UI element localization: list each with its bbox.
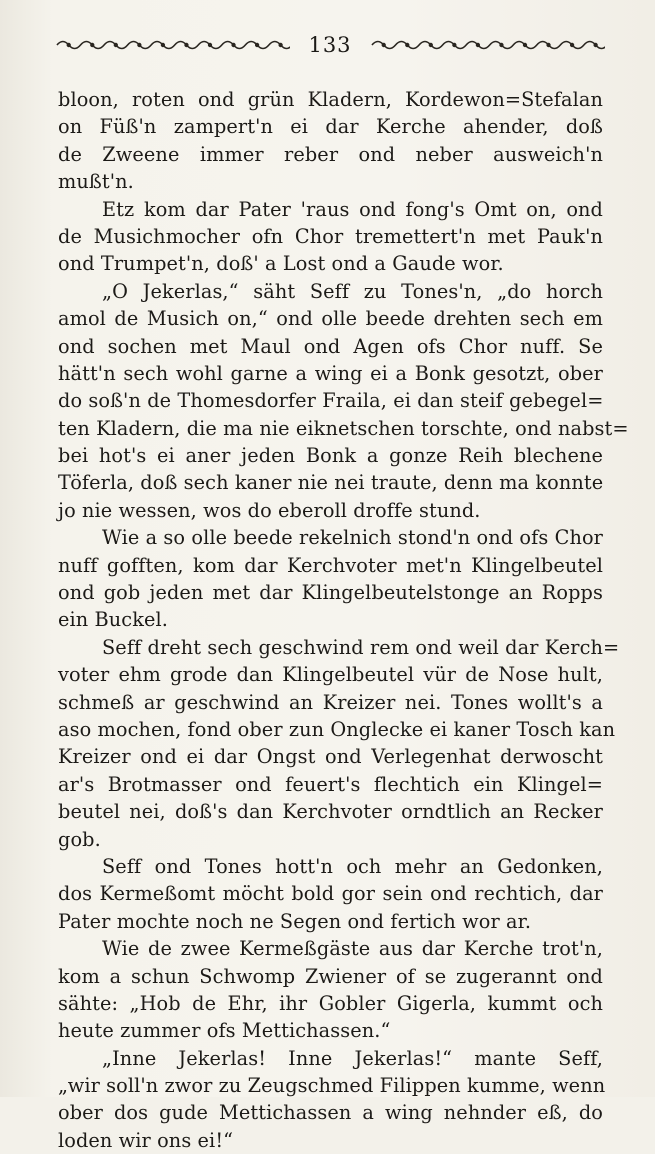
text-line: bloon, roten ond grün Kladern, Kordewon=Stefalan [58, 88, 603, 111]
text-line: nuff gofften, kom dar Kerchvoter met'n Klingelbeutel [58, 553, 603, 577]
text-line: ond Trumpet'n, doß' a Lost ond a Gaude wor. [58, 252, 504, 276]
text-line: ein Buckel. [58, 608, 168, 632]
paragraph-start-line: Etz kom dar Pater 'raus ond fong's Omt on, ond [102, 197, 603, 221]
text-line: loden wir ons ei!“ [58, 1128, 234, 1152]
text-line: Töferla, doß sech kaner nie nei traute, denn ma konnte [58, 471, 604, 495]
paragraph-start-line: Wie de zwee Kermeßgäste aus dar Kerche trot'n, [102, 937, 603, 961]
text-line: hätt'n sech wohl garne a wing ei a Bonk gesotzt, ober [58, 361, 603, 385]
right-ornament-icon [370, 38, 605, 52]
text-line: ond sochen met Maul ond Agen ofs Chor nuff. Se [58, 334, 603, 358]
page-number: 133 [308, 33, 352, 57]
text-line: amol de Musich on,“ ond olle beede drehten sech em [58, 307, 603, 331]
paragraph-start-line: „Inne Jekerlas! Inne Jekerlas!“ mante Seff, [102, 1046, 603, 1070]
text-line: bei hot's ei aner jeden Bonk a gonze Reih blechene [58, 444, 603, 468]
text-line: ar's Brotmasser ond feuert's flechtich ein Klingel= [58, 772, 603, 796]
text-line: on Füß'n zampert'n ei dar Kerche ahender, doß [58, 115, 603, 139]
text-line: voter ehm grode dan Klingelbeutel vür de Nose hult, [58, 663, 603, 687]
text-line: mußt'n. [58, 170, 134, 194]
text-line: jo nie wessen, wos do eberoll droffe stund. [58, 498, 481, 522]
text-line: „wir soll'n zwor zu Zeugschmed Filippen kumme, wenn [58, 1074, 606, 1098]
text-line: de Musichmocher ofn Chor tremettert'n met Pauk'n [58, 224, 603, 248]
body-text [58, 86, 629, 1154]
running-head [55, 30, 605, 60]
text-line: kom a schun Schwomp Zwiener of se zugerannt ond [58, 964, 603, 988]
paragraph-start-line: Wie a so olle beede rekelnich stond'n ond ofs Chor [102, 526, 603, 550]
text-line: Kreizer ond ei dar Ongst ond Verlegenhat derwoscht [58, 745, 603, 769]
text-line: sähte: „Hob de Ehr, ihr Gobler Gigerla, kummt och [58, 991, 603, 1015]
text-line: Pater mochte noch ne Segen ond fertich wor ar. [58, 909, 532, 933]
text-line: dos Kermeßomt möcht bold gor sein ond rechtich, dar [58, 882, 603, 906]
paragraph-start-line: „O Jekerlas,“ säht Seff zu Tones'n, „do horch [102, 279, 603, 303]
text-line: aso mochen, fond ober zun Onglecke ei kaner Tosch kan [58, 717, 616, 741]
left-ornament-icon [55, 38, 290, 52]
text-line: schmeß ar geschwind an Kreizer nei. Tones wollt's a [58, 690, 603, 714]
paragraph-start-line: Seff dreht sech geschwind rem ond weil dar Kerch= [102, 635, 620, 659]
text-line: de Zweene immer reber ond neber ausweich'n [58, 142, 603, 166]
text-line: heute zummer ofs Mettichassen.“ [58, 1019, 391, 1043]
paragraph-start-line: Seff ond Tones hott'n och mehr an Gedonken, [102, 854, 603, 878]
text-line: beutel nei, doß's dan Kerchvoter orndtlich an Recker [58, 800, 603, 824]
text-line: ten Kladern, die ma nie eiknetschen torschte, ond nabst= [58, 416, 629, 440]
text-line: do soß'n de Thomesdorfer Fraila, ei dan steif gebegel= [58, 389, 604, 413]
text-line: ond gob jeden met dar Klingelbeutelstonge an Ropps [58, 581, 603, 605]
text-line: gob. [58, 827, 101, 851]
text-line: ober dos gude Mettichassen a wing nehnder eß, do [58, 1101, 603, 1125]
